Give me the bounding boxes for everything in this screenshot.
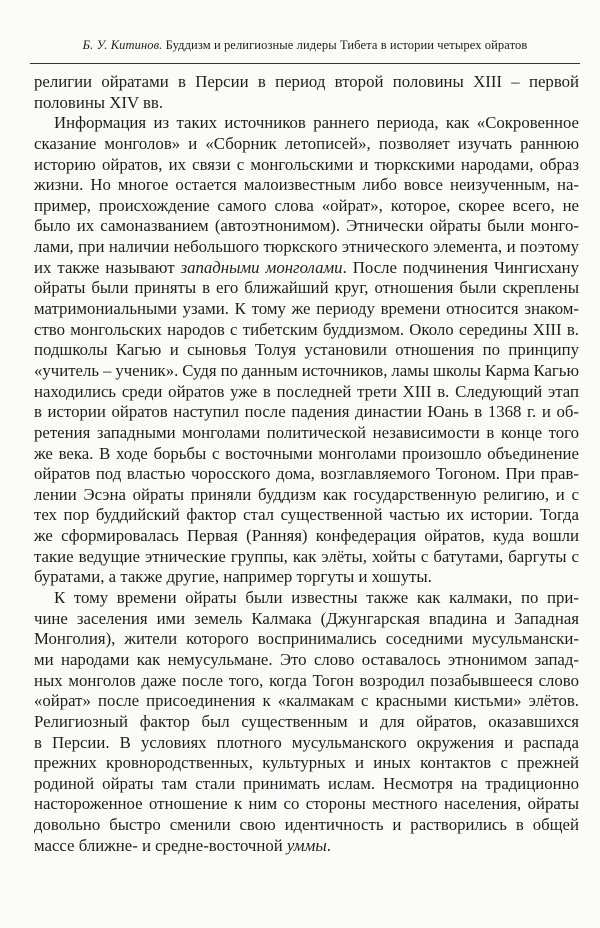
text-segment: половины XIV вв. (34, 92, 164, 112)
text-line (34, 113, 579, 134)
text-segment: Информация из таких источников раннего периода, как «Сокровенное (54, 113, 579, 133)
text-segment: лении Эсэна ойраты приняли буддизм как государственную религию, и с (34, 484, 579, 504)
text-line (34, 712, 579, 733)
text-segment: «ойрат» после присоединения к «калмакам с красными кистьми» элётов. (34, 691, 579, 711)
header-author: Б. У. Китинов. (82, 38, 163, 52)
text-line (34, 505, 579, 526)
text-segment: пример, происхождение самого слова «ойрат», которое, скорее всего, не (34, 195, 579, 215)
text-segment: такие ведущие этнические группы, как элёты, хойты с батутами, баргуты с (34, 546, 579, 566)
header-divider (30, 63, 580, 64)
text-segment: прежних кровнородственных, культурных и иных контактов с прежней (34, 753, 579, 773)
text-line (34, 836, 579, 857)
italic-phrase: западными монголами (180, 257, 343, 277)
text-segment: подшколы Кагью и сыновья Толуя установили отношения по принципу (34, 340, 579, 360)
text-segment: было их самоназванием (автоэтнонимом). Этнически ойраты были монго- (34, 216, 579, 236)
text-segment: ретения западными монголами политической независимости в конце того (34, 422, 579, 442)
text-line (34, 733, 579, 754)
text-line (34, 464, 579, 485)
text-line (34, 278, 579, 299)
text-line (34, 794, 579, 815)
text-segment: ных монголов даже после того, когда Тогон возродил позабывшееся слово (34, 670, 579, 690)
text-line (34, 299, 579, 320)
text-segment: массе ближне- и средне-восточной (34, 835, 287, 855)
text-line (34, 774, 579, 795)
text-line (34, 382, 579, 403)
text-segment: ойраты были приняты в его ближайший круг, отношения были скреплены (34, 278, 579, 298)
text-line (34, 320, 579, 341)
text-segment: тех пор буддийский фактор стал существенной частью их истории. Тогда (34, 505, 579, 525)
text-segment: их также называют (34, 257, 181, 277)
text-segment: в истории ойратов наступил после падения династии Юань в 1368 г. и об- (34, 402, 579, 422)
text-line (34, 93, 579, 114)
text-segment: ми народами как немусульмане. Это слово оставалось этнонимом запад- (34, 649, 579, 669)
header-title: Буддизм и религиозные лидеры Тибета в истории четырех ойратов (165, 38, 528, 52)
text-line (34, 402, 579, 423)
text-line (34, 629, 579, 650)
text-line (34, 175, 579, 196)
text-segment: Религиозный фактор был существенным и для ойратов, оказавшихся (34, 711, 579, 731)
text-line (34, 485, 579, 506)
text-segment: . После подчинения Чингисхану (342, 257, 579, 277)
text-line (34, 134, 579, 155)
text-segment: находились среди ойратов уже в последней трети XIII в. Следующий этап (34, 381, 579, 401)
text-segment: сказание монголов» и «Сборник летописей», позволяет изучать раннюю (34, 133, 579, 153)
text-line (34, 196, 579, 217)
text-segment: К тому времени ойраты были известны также как калмаки, по при- (54, 588, 579, 608)
text-line (34, 609, 579, 630)
text-line (34, 815, 579, 836)
text-line (34, 547, 579, 568)
text-segment: Монголия), жители которого воспринимались соседними мусульмански- (34, 629, 579, 649)
running-header (30, 38, 580, 53)
text-segment: же сформировалась Первая (Ранняя) конфедерация ойратов, куда вошли (34, 526, 579, 546)
text-segment: ойратов под властью чоросского дома, возглавляемого Тогоном. При прав- (34, 464, 579, 484)
text-line (34, 72, 579, 93)
text-segment: лами, при наличии небольшого тюркского этнического элемента, и поэтому (34, 237, 579, 257)
text-line (34, 567, 579, 588)
text-segment: религии ойратами в Персии в период второй половины XIII – первой (34, 72, 579, 91)
text-line (34, 361, 579, 382)
italic-phrase: уммы (286, 835, 327, 855)
text-line (34, 216, 579, 237)
text-line (34, 237, 579, 258)
text-segment: чине заселения ими земель Калмака (Джунгарская впадина и Западная (34, 608, 579, 628)
text-segment: . (326, 835, 331, 855)
text-line (34, 650, 579, 671)
text-line (34, 444, 579, 465)
text-line (34, 671, 579, 692)
text-line (34, 258, 579, 279)
text-line (34, 588, 579, 609)
text-segment: буратами, а также другие, например торгуты и хошуты. (34, 567, 432, 587)
text-segment: «учитель – ученик». Судя по данным источников, ламы школы Карма Кагью (34, 360, 579, 380)
text-segment: настороженное отношение к ним со стороны местного населения, ойраты (34, 794, 579, 814)
text-line (34, 526, 579, 547)
text-line (34, 691, 579, 712)
text-line (34, 155, 579, 176)
text-segment: же века. В ходе борьбы с восточными монголами произошло объединение (34, 443, 579, 463)
text-segment: родиной ойраты там стали принимать ислам. Несмотря на традиционно (34, 773, 579, 793)
text-segment: в Персии. В условиях плотного мусульманского окружения и распада (34, 732, 579, 752)
text-line (34, 753, 579, 774)
text-segment: ство монгольских народов с тибетским буддизмом. Около середины XIII в. (34, 319, 579, 339)
text-segment: историю ойратов, их связи с монгольскими и тюркскими народами, образ (34, 154, 579, 174)
text-segment: матримониальными узами. К тому же периоду времени относится знаком- (34, 299, 579, 319)
text-line (34, 423, 579, 444)
text-segment: жизни. Но многое остается малоизвестным либо вовсе неизученным, на- (34, 175, 579, 195)
body-text (34, 72, 579, 856)
text-segment: довольно быстро сменили свою идентичность и растворились в общей (34, 815, 579, 835)
text-line (34, 340, 579, 361)
